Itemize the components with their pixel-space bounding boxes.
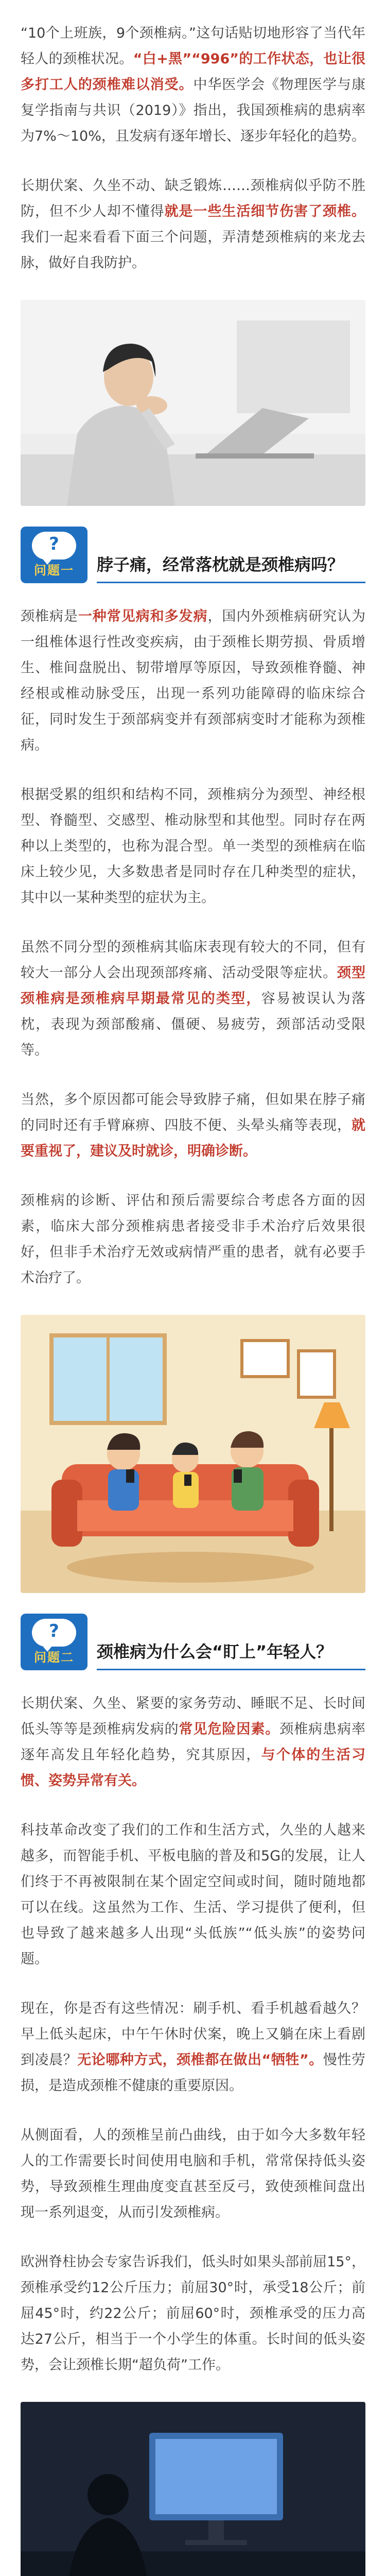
q2-paragraph-5: 欧洲脊柱协会专家告诉我们，低头时如果头部前屈15°，颈椎承受约12公斤压力；前屈30°时，承受18公斤；前屈45°时，约22公斤；前屈60°时，颈椎承受的压力高达27公斤，相当于一个小学生的体重。长时间的低头姿势，会让颈椎长期“超负荷”工作。 (21, 2254, 365, 2373)
night-computer-photo (21, 2402, 365, 2576)
text: 长期伏案、久坐、紧要的家务劳动、睡眠不足、长时间低头等等是颈椎病发病的 (21, 1696, 365, 1737)
q1-paragraph-2: 根据受累的组织和结构不同，颈椎病分为颈型、神经根型、脊髓型、交感型、椎动脉型和其他型。同时存在两种以上类型的，也称为混合型。单一类型的颈椎病在临床上较少见，大多数患者是同时存在几种类型的症状，其中以一某种类型的症状为主。 (21, 787, 365, 906)
highlight: 与个体的生活习惯、姿势异常有关。 (21, 1747, 366, 1789)
text: ，国内外颈椎病研究认为一组椎体退行性改变疾病，由于颈椎长期劳损、骨质增生、椎间盘脱出、韧带增厚等原因，导致颈椎脊髓、神经根或椎动脉受压，出现一系列功能障碍的临床综合征，同时发生于颈部病变并有颈部病变时才能称为颈椎病。 (21, 608, 366, 753)
highlight: “白+黑”“996”的工作状态，也让很多打工人的颈椎难以消受。 (21, 51, 366, 93)
highlight: 无论哪种方式，颈椎都在做出“牺牲”。 (77, 2052, 323, 2068)
badge-label: 问题二 (34, 1650, 74, 1665)
text: 中华医学会《物理医学与康复学指南与共识（2019）》指出，我国颈椎病的患病率为7%～10%，且发病有逐年增长、逐步年轻化的趋势。 (21, 77, 366, 144)
q2-paragraph-1 (21, 1691, 365, 1794)
text: 现在，你是否有这些情况：刷手机、看手机越看越久？早上低头起床，中午午休时伏案，晚上又躺在床上看剧到凌晨？ (21, 2001, 365, 2068)
question-badge (21, 1614, 87, 1670)
highlight: 建议及时就诊，明确诊断。 (90, 1143, 257, 1159)
question-badge (21, 527, 87, 583)
text: 容易被误认为落枕，表现为颈部酸痛、僵硬、易疲劳，颈部活动受限等。 (21, 991, 366, 1058)
intro-paragraph-2 (21, 173, 365, 276)
text: 虽然不同分型的颈椎病其临床表现有较大的不同，但有较大一部分人会出现颈部疼痛、活动受限等症状。 (21, 939, 365, 981)
intro-paragraph-1 (21, 21, 365, 149)
family-phones-illustration (21, 1315, 365, 1593)
q1-paragraph-5: 颈椎病的诊断、评估和预后需要综合考虑各方面的因素，临床大部分颈椎病患者接受非手术治疗后效果很好，但非手术治疗无效或病情严重的患者，就有必要手术治疗了。 (21, 1193, 365, 1286)
night-computer-photo-illustration (21, 2402, 365, 2576)
question-1-header (21, 527, 365, 583)
neck-pain-photo-illustration (21, 300, 365, 506)
text: “10个上班族，9个颈椎病。”这句话贴切地形容了当代年轻人的颈椎状况。 (21, 25, 365, 67)
question-title: 脖子痛，经常落枕就是颈椎病吗？ (97, 527, 365, 583)
neck-pain-photo (21, 300, 365, 506)
text: 慢性劳损，是造成颈椎不健康的重要原因。 (21, 2052, 365, 2094)
highlight: 就要重视了， (21, 1117, 365, 1159)
highlight: 常见危险因素。 (179, 1721, 280, 1737)
question-mark-icon: ? (49, 1621, 59, 1641)
q1-paragraph-1 (21, 604, 365, 758)
q2-paragraph-3 (21, 1996, 365, 2099)
text: 我们一起来看看下面三个问题，弄清楚颈椎病的来龙去脉，做好自我防护。 (21, 229, 365, 271)
text: 长期伏案、久坐不动、缺乏锻炼……颈椎病似乎防不胜防，但不少人却不懂得 (21, 178, 365, 219)
text: 颈椎病患病率逐年高发且年轻化趋势，究其原因， (21, 1721, 366, 1763)
question-2-header (21, 1614, 365, 1670)
question-title: 颈椎病为什么会“盯上”年轻人？ (97, 1614, 365, 1670)
family-phones-drawing (21, 1315, 365, 1593)
q2-paragraph-2: 科技革命改变了我们的工作和生活方式，久坐的人越来越多，而智能手机、平板电脑的普及和5G的发展，让人们终于不再被限制在某个固定空间或时间，随时随地都可以在线。这虽然为工作、生活、学习提供了便利，但也导致了越来越多人出现“头低族”“低头族”的姿势问题。 (21, 1822, 365, 1967)
q1-paragraph-3 (21, 935, 365, 1063)
text: 颈椎病是 (21, 608, 78, 624)
badge-label: 问题一 (34, 563, 74, 578)
highlight: 颈型颈椎病是颈椎病早期最常见的类型， (21, 965, 366, 1007)
question-mark-icon: ? (49, 534, 59, 554)
q2-paragraph-4: 从侧面看，人的颈椎呈前凸曲线，由于如今大多数年轻人的工作需要长时间使用电脑和手机，常常保持低头姿势，导致颈椎生理曲度变直甚至反弓，致使颈椎间盘出现一系列退变，从而引发颈椎病。 (21, 2127, 365, 2221)
highlight: 一种常见病和多发病 (78, 608, 208, 624)
text: 当然，多个原因都可能会导致脖子痛，但如果在脖子痛的同时还有手臂麻痹、四肢不便、头晕头痛等表现， (21, 1092, 365, 1133)
q1-paragraph-4 (21, 1087, 365, 1164)
highlight: 就是一些生活细节伤害了颈椎。 (164, 204, 366, 219)
